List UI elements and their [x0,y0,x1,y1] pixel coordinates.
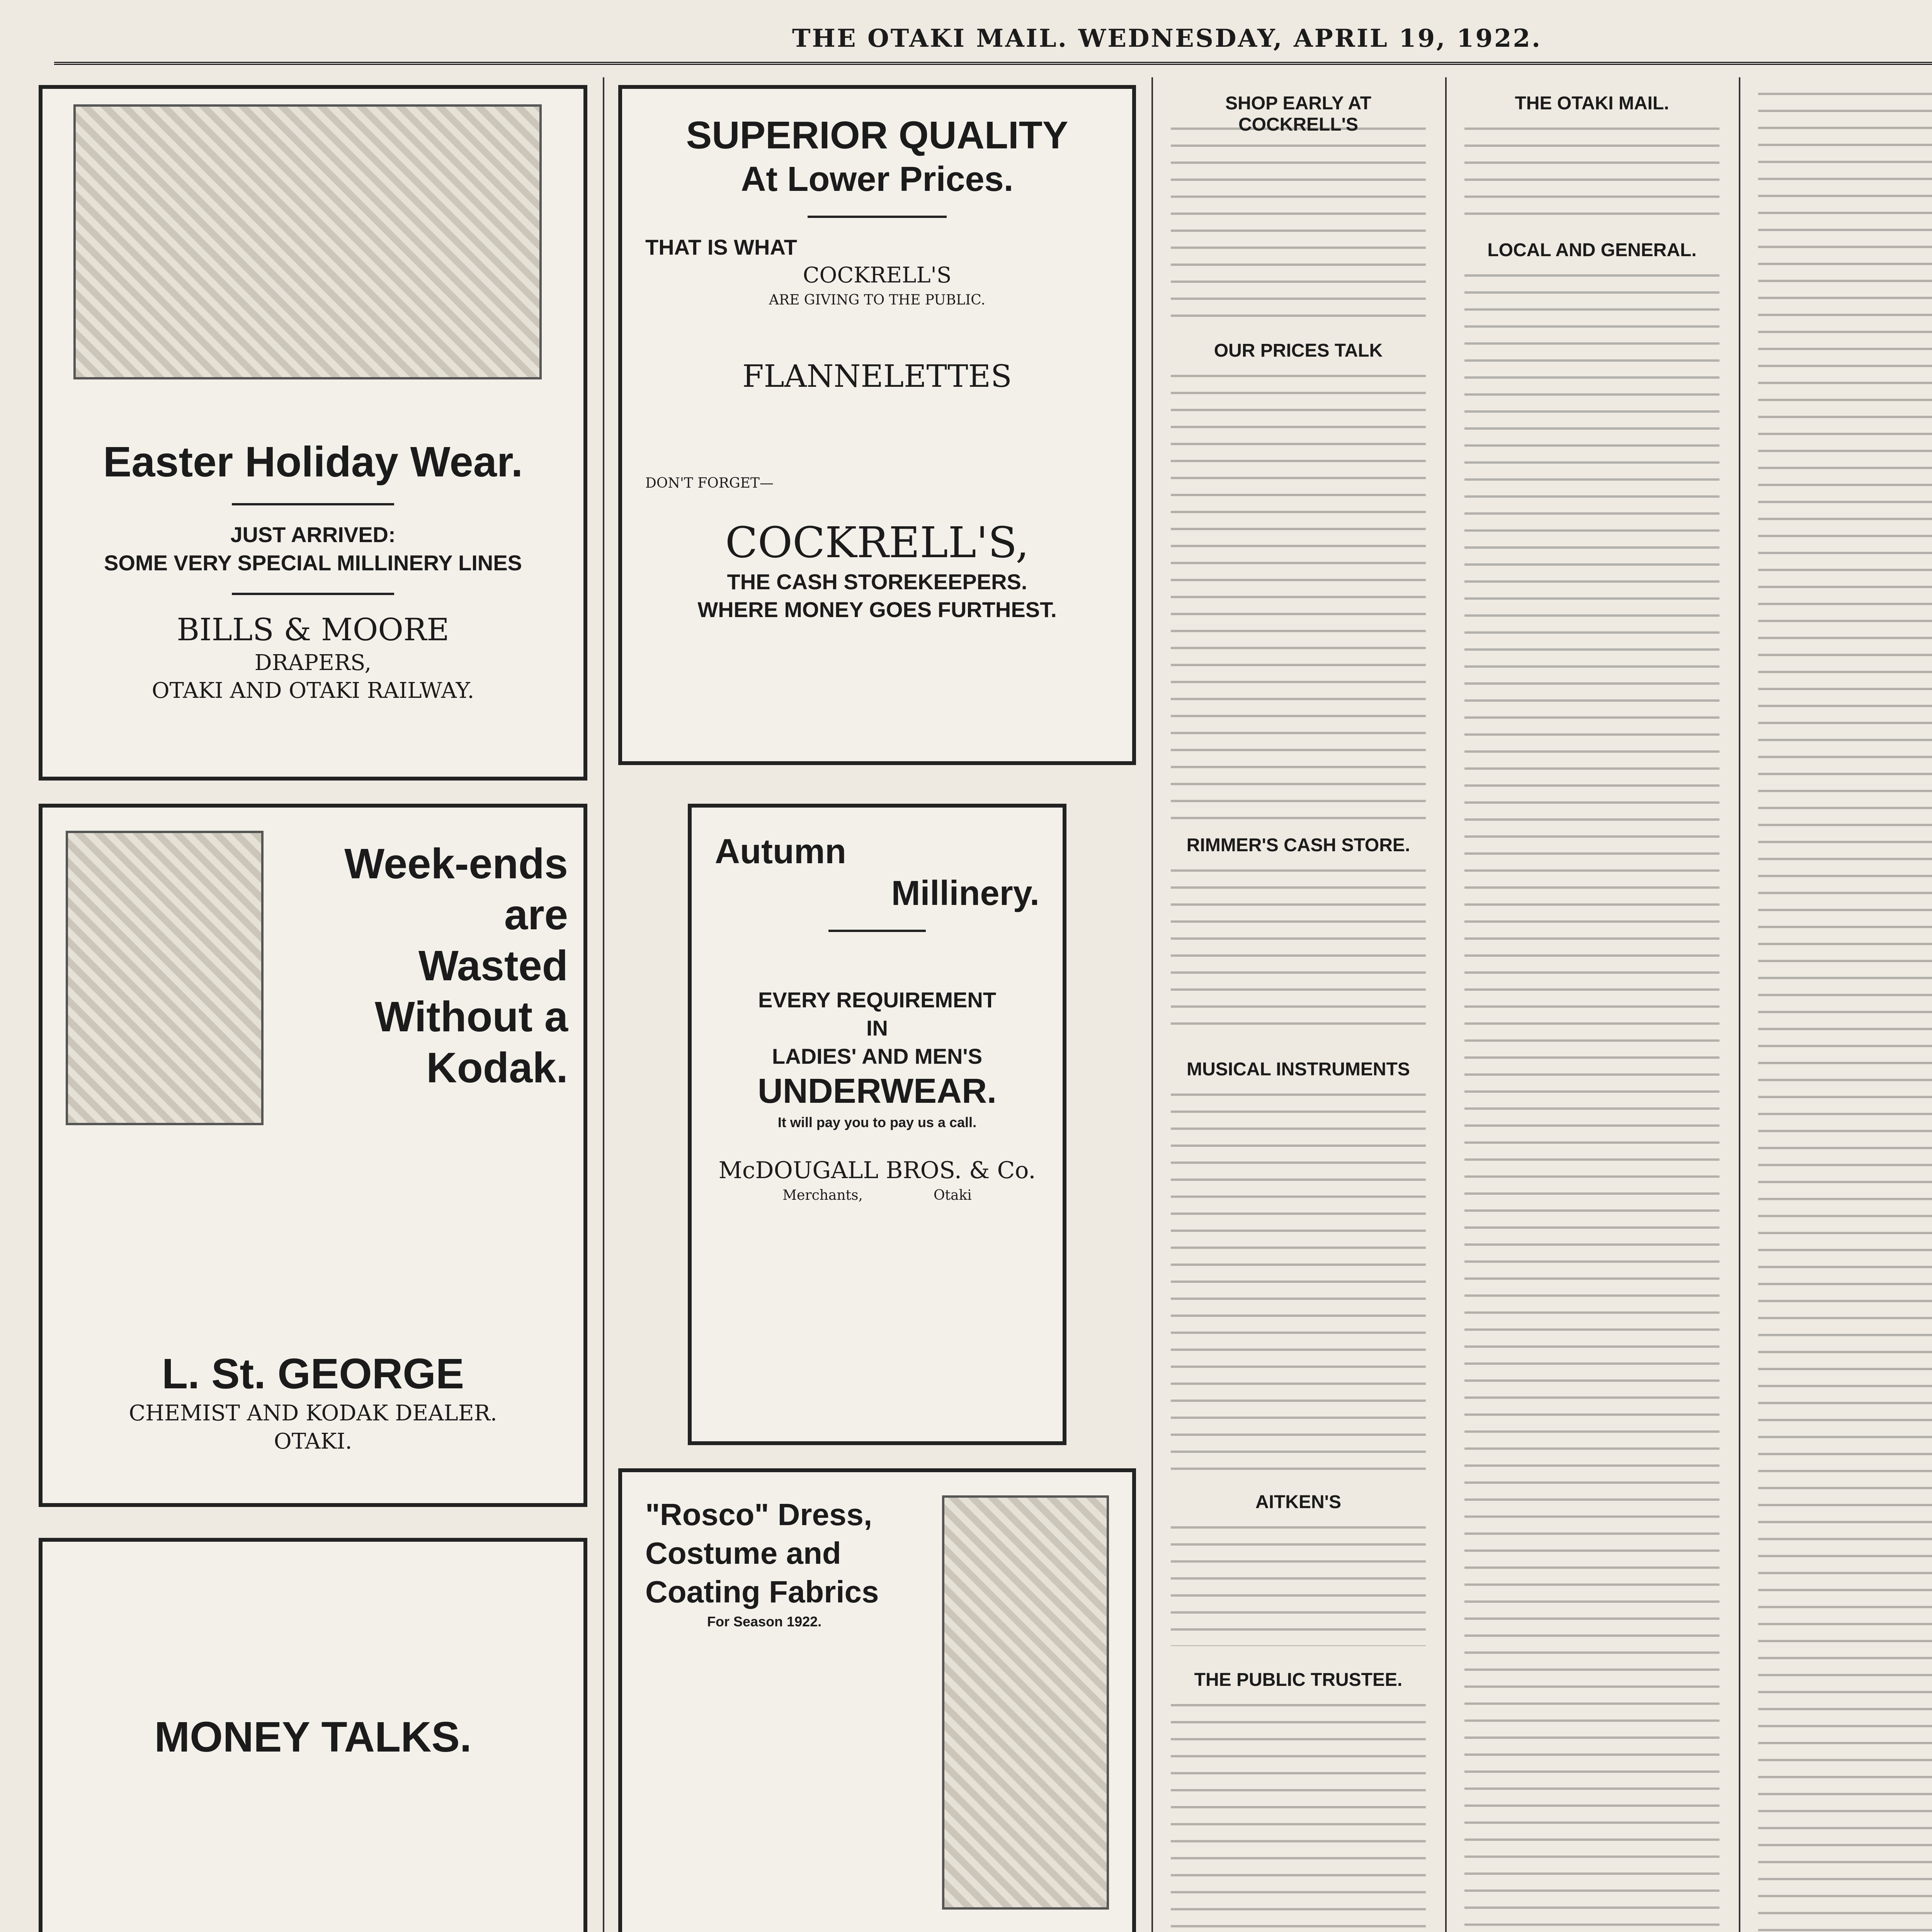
masthead [54,15,1932,65]
autumn-l4: UNDERWEAR. [757,1072,997,1111]
kodak-firm2: CHEMIST AND KODAK DEALER. [129,1401,497,1426]
cockrell-l4: FLANNELETTES [742,358,1012,394]
cockrell-l3: ARE GIVING TO THE PUBLIC. [769,292,986,308]
cockrell-t2: At Lower Prices. [741,160,1014,199]
cockrell-s2: WHERE MONEY GOES FURTHEST. [697,597,1057,622]
section-title: THE OTAKI MAIL. [1515,93,1669,114]
cockrell-l2: COCKRELL'S [803,262,952,288]
easter-title: Easter Holiday Wear. [103,438,523,486]
easter-firm3: OTAKI AND OTAKI RAILWAY. [151,678,474,704]
kodak-l4: Kodak. [426,1044,568,1092]
illustration-kodak-camera [66,831,264,1125]
article-block [1171,1059,1426,1484]
easter-sub1: JUST ARRIVED: [230,522,396,547]
money-title: MONEY TALKS. [154,1713,472,1761]
rosco-t4: For Season 1922. [707,1614,822,1629]
column-4-blocks [1464,93,1719,1932]
column-3 [1151,77,1447,1932]
column-1 [23,77,604,1932]
article-block [1171,1669,1426,1932]
ad-easter-holiday-wear [39,85,587,781]
ad-autumn-millinery [688,804,1066,1445]
rosco-t1: "Rosco" Dress, [645,1497,872,1532]
ad-cockrells [618,85,1136,765]
column-5 [1739,77,1932,1932]
ad-money-talks [39,1538,587,1932]
illustration-lady-in-dress [942,1495,1109,1910]
column-4 [1445,77,1740,1932]
section-title: SHOP EARLY AT COCKRELL'S [1225,93,1371,135]
masthead-title: THE OTAKI MAIL. WEDNESDAY, APRIL 19, 1922. [792,24,1542,53]
autumn-firm2: Merchants, Otaki [782,1187,972,1204]
autumn-t2: Millinery. [891,874,1039,913]
autumn-l1: EVERY REQUIREMENT [758,988,997,1012]
ad-rosco-fabrics [618,1468,1136,1932]
article-block [1171,340,1426,819]
autumn-l5: It will pay you to pay us a call. [777,1114,977,1131]
column-3-blocks [1171,93,1426,1932]
kodak-l1: Week-ends are [344,840,568,939]
autumn-l2: IN [866,1015,888,1040]
kodak-l2: Wasted [418,942,568,990]
article-block [1171,835,1426,1036]
rosco-t3: Coating Fabrics [645,1575,879,1609]
cockrell-l1: THAT IS WHAT [645,235,797,259]
article-block [1758,93,1932,1932]
autumn-firm: McDOUGALL BROS. & Co. [718,1157,1036,1184]
cockrell-t1: SUPERIOR QUALITY [686,114,1068,157]
cockrell-name: COCKRELL'S, [725,517,1029,567]
easter-sub2: SOME VERY SPECIAL MILLINERY LINES [104,550,522,575]
cockrell-s1: THE CASH STOREKEEPERS. [727,569,1027,594]
section-title: MUSICAL INSTRUMENTS [1187,1059,1410,1080]
section-title: OUR PRICES TALK [1214,340,1383,361]
column-5-blocks [1758,93,1932,1932]
section-title: RIMMER'S CASH STORE. [1186,835,1410,855]
article-block [1464,240,1719,1932]
kodak-firm: L. St. GEORGE [162,1350,464,1398]
illustration-lady-with-hat [73,104,542,379]
ad-kodak [39,804,587,1507]
easter-firm: BILLS & MOORE [177,611,449,648]
section-title: AITKEN'S [1255,1492,1342,1512]
column-2 [603,77,1153,1932]
article-block [1171,93,1426,325]
kodak-l3: Without a [375,993,568,1041]
autumn-t1: Autumn [715,832,846,871]
section-title: LOCAL AND GENERAL. [1487,240,1697,260]
cockrell-l5: DON'T FORGET— [645,475,774,491]
article-block [1171,1492,1426,1646]
autumn-l3: LADIES' AND MEN'S [772,1044,983,1068]
kodak-firm3: OTAKI. [274,1429,352,1454]
article-block [1464,93,1719,216]
rosco-t2: Costume and [645,1536,841,1570]
section-title: THE PUBLIC TRUSTEE. [1194,1670,1403,1690]
easter-firm2: DRAPERS, [254,650,372,675]
